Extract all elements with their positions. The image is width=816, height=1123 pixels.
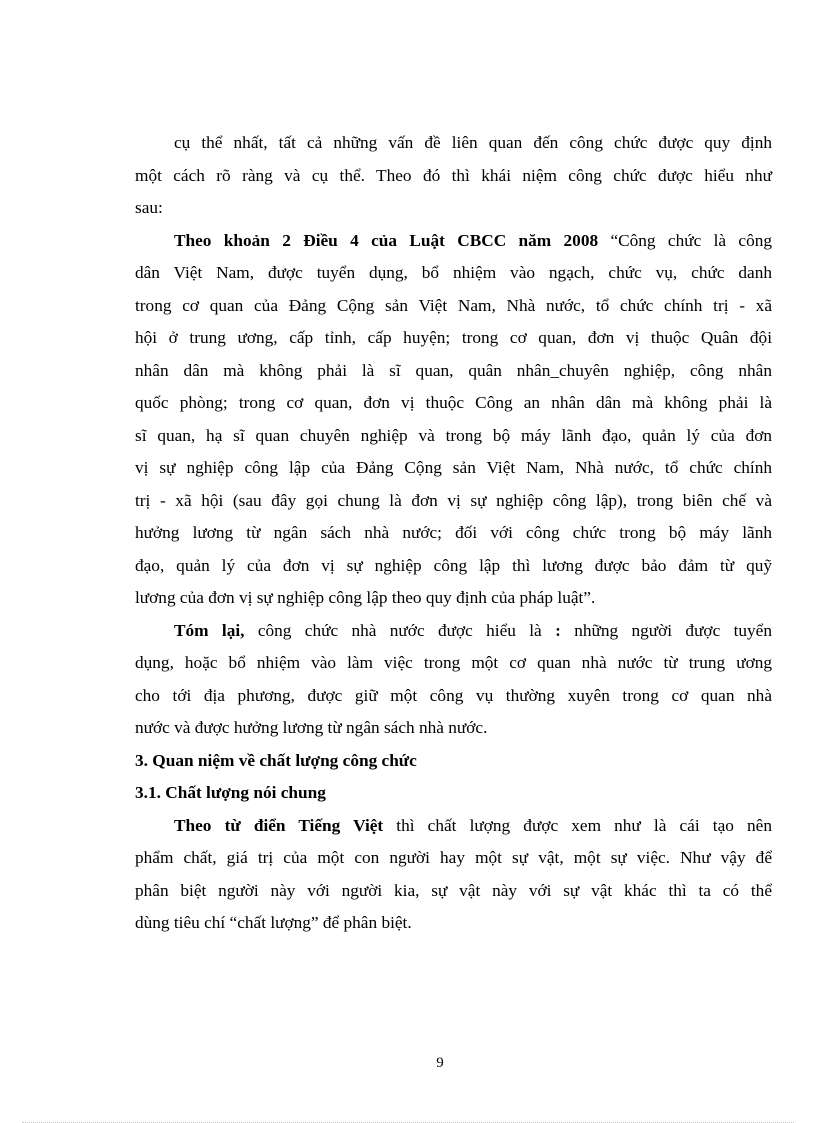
text-line: [135, 842, 772, 875]
page-number: 9: [436, 1055, 444, 1071]
text-line: [135, 485, 772, 518]
text-line: [135, 810, 772, 843]
text-run: sĩ quan, hạ sĩ quan chuyên nghiệp và trong bộ máy lãnh đạo, quản lý của đơn: [135, 425, 772, 445]
text-run: lương của đơn vị sự nghiệp công lập theo quy định của pháp luật”.: [135, 588, 596, 607]
bold-text-run: 3.1. Chất lượng nói chung: [135, 783, 326, 802]
text-line: [135, 777, 772, 810]
text-line: [135, 420, 772, 453]
text-line: [135, 582, 772, 615]
text-line: [135, 290, 772, 323]
text-run: “Công chức là công: [598, 230, 773, 250]
text-run: quốc phòng; trong cơ quan, đơn vị thuộc Công an nhân dân mà không phải là: [135, 393, 772, 412]
text-run: hưởng lương từ ngân sách nhà nước; đối với công chức trong bộ máy lãnh: [135, 523, 772, 542]
bold-text-run: 3. Quan niệm về chất lượng công chức: [135, 750, 417, 770]
text-line: [135, 745, 772, 778]
text-line: [135, 907, 772, 940]
text-line: [135, 550, 772, 583]
text-run: trị - xã hội (sau đây gọi chung là đơn vị sự nghiệp công lập), trong biên chế và: [135, 490, 772, 510]
text-line: [135, 452, 772, 485]
text-run: phẩm chất, giá trị của một con người hay một sự vật, một sự việc. Như vậy để: [135, 848, 772, 867]
text-run: hội ở trung ương, cấp tỉnh, cấp huyện; trong cơ quan, đơn vị thuộc Quân đội: [135, 328, 772, 347]
text-run: cụ thể nhất, tất cả những vấn đề liên quan đến công chức được quy định: [174, 133, 772, 152]
text-line: [135, 647, 772, 680]
text-line: [135, 387, 772, 420]
text-run: dùng tiêu chí “chất lượng” để phân biệt.: [135, 913, 412, 932]
text-line: [135, 225, 772, 258]
text-line: [135, 192, 772, 225]
text-run: phân biệt người này với người kia, sự vật này với sự vật khác thì ta có thể: [135, 880, 772, 900]
text-run: sau:: [135, 198, 163, 217]
text-line: [135, 615, 772, 648]
text-line: [135, 355, 772, 388]
text-line: [135, 517, 772, 550]
text-run: nhân dân mà không phải là sĩ quan, quân nhân_chuyên nghiệp, công nhân: [135, 360, 772, 380]
text-line: [135, 712, 772, 745]
body-text: [135, 127, 772, 940]
bold-text-run: Theo từ điển Tiếng Việt: [174, 815, 384, 835]
text-run: đạo, quản lý của đơn vị sự nghiệp công lập thì lương được bảo đảm từ quỹ: [135, 555, 772, 575]
bold-text-run: Tóm lại,: [174, 620, 245, 640]
text-line: [135, 160, 772, 193]
bold-text-run: :: [555, 620, 561, 640]
text-line: [135, 127, 772, 160]
text-run: trong cơ quan của Đảng Cộng sản Việt Nam, Nhà nước, tổ chức chính trị - xã: [135, 295, 772, 315]
text-run: dân Việt Nam, được tuyển dụng, bổ nhiệm vào ngạch, chức vụ, chức danh: [135, 263, 772, 282]
text-run: dụng, hoặc bổ nhiệm vào làm việc trong một cơ quan nhà nước từ trung ương: [135, 653, 772, 672]
text-run: thì chất lượng được xem như là cái tạo nên: [383, 815, 772, 835]
text-run: những người được tuyển: [560, 620, 772, 640]
text-run: nước và được hưởng lương từ ngân sách nhà nước.: [135, 718, 488, 737]
text-line: [135, 875, 772, 908]
text-line: [135, 322, 772, 355]
text-run: cho tới địa phương, được giữ một công vụ thường xuyên trong cơ quan nhà: [135, 685, 772, 705]
text-line: [135, 680, 772, 713]
text-line: [135, 257, 772, 290]
text-run: một cách rõ ràng và cụ thể. Theo đó thì khái niệm công chức được hiểu như: [135, 165, 772, 185]
text-run: công chức nhà nước được hiểu là: [244, 620, 556, 640]
bold-text-run: Theo khoản 2 Điều 4 của Luật CBCC năm 2008: [174, 230, 599, 250]
text-run: vị sự nghiệp công lập của Đảng Cộng sản Việt Nam, Nhà nước, tổ chức chính: [135, 458, 772, 477]
